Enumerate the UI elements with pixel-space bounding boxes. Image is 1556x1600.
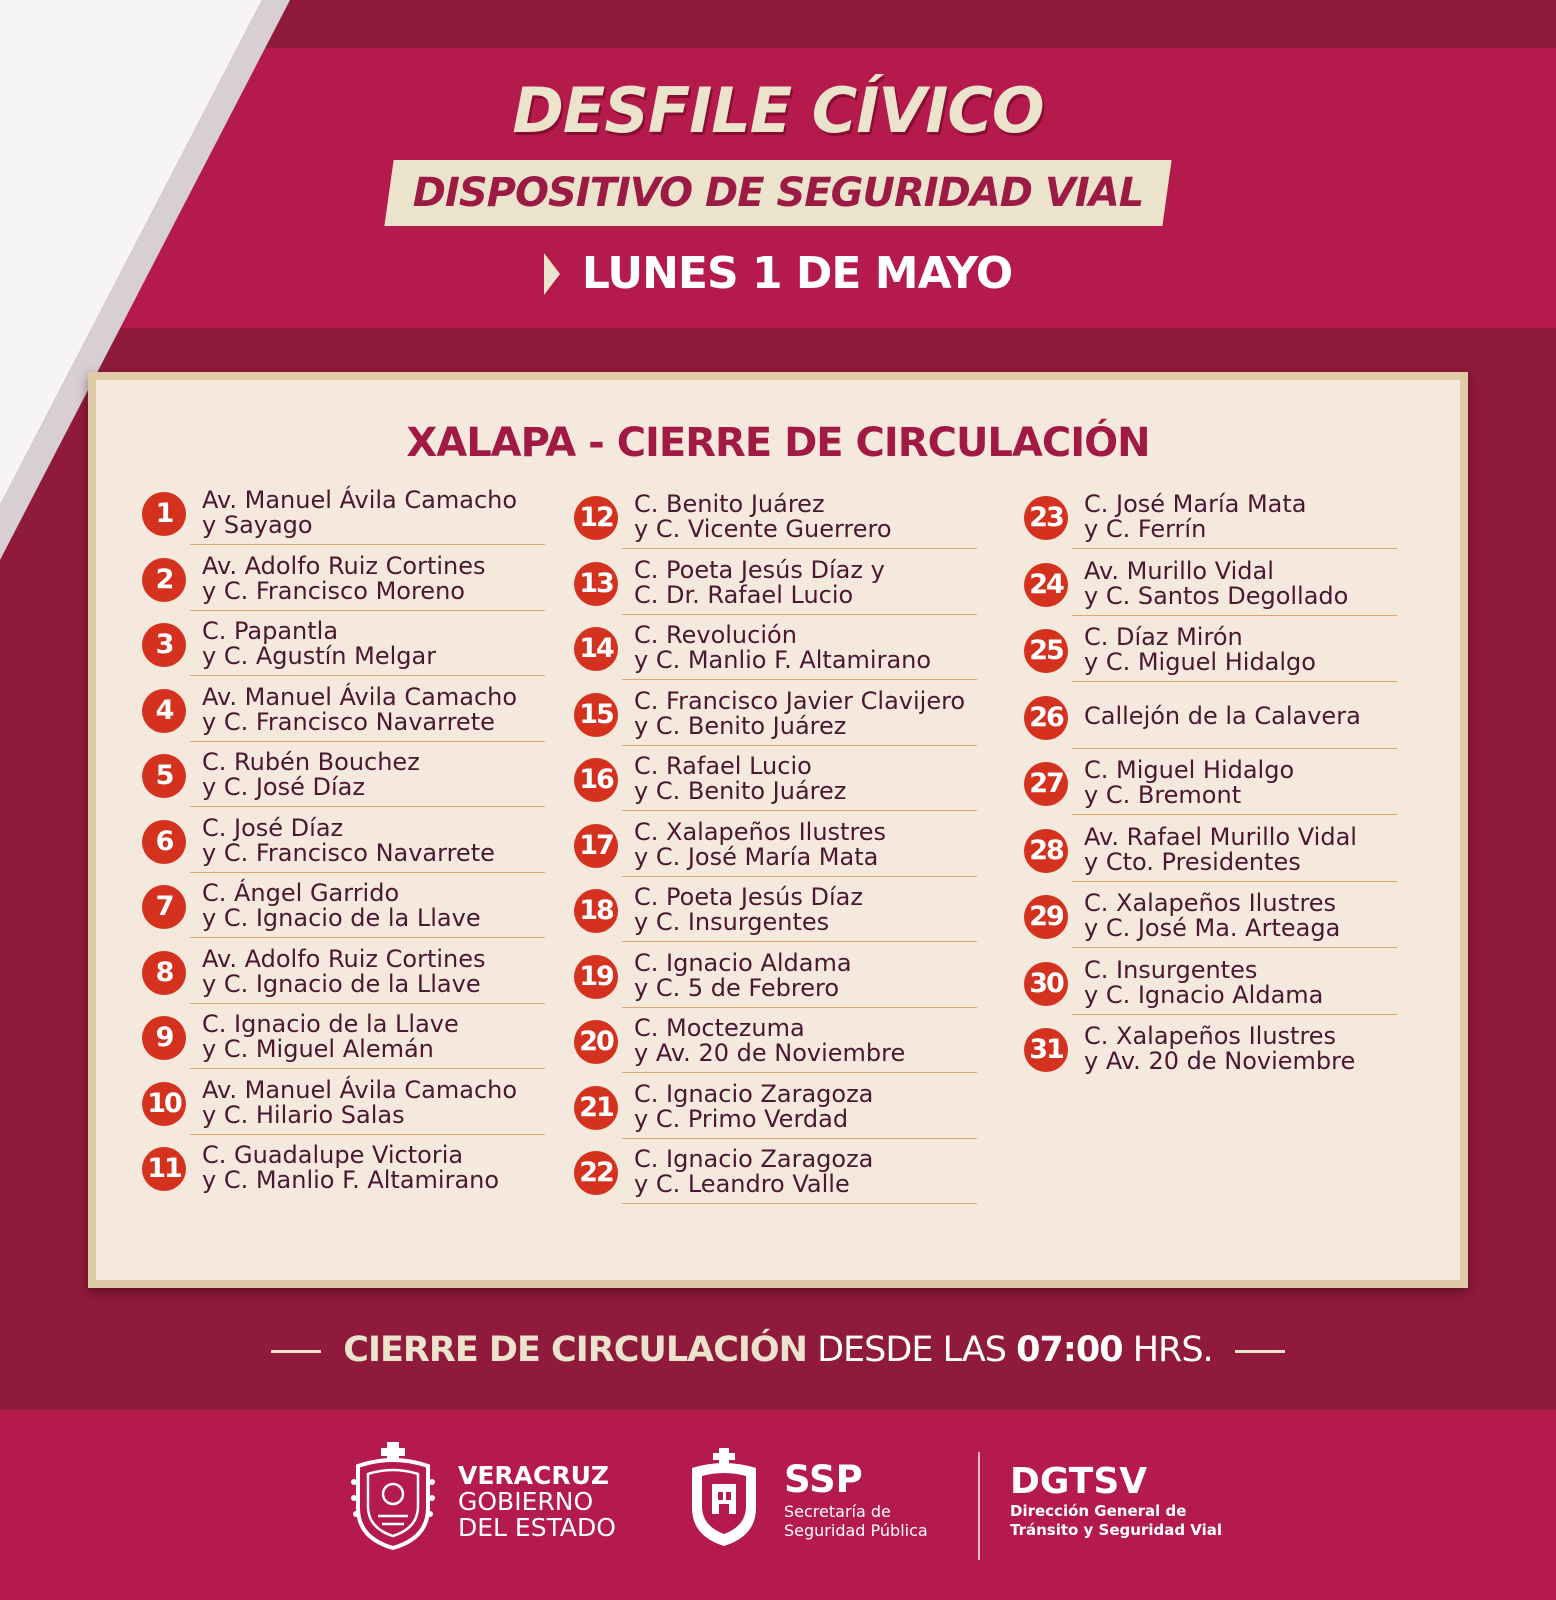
ssp-title: SSP	[784, 1458, 863, 1501]
closure-number-badge: 14	[574, 627, 618, 671]
closure-separator	[1072, 615, 1397, 616]
closure-line1: C. José Díaz	[202, 813, 344, 842]
closure-line2: y C. Ignacio Aldama	[1084, 980, 1324, 1009]
closure-number-badge: 13	[574, 562, 618, 606]
closure-line1: C. Revolución	[634, 621, 797, 649]
closure-line1: C. Ignacio Zaragoza	[634, 1079, 874, 1108]
closure-line2: y C. José María Mata	[634, 842, 879, 871]
closure-separator	[622, 876, 977, 877]
closure-line1: C. Rubén Bouchez	[202, 748, 420, 776]
closure-line2: y C. Miguel Alemán	[202, 1035, 434, 1063]
closure-item	[142, 881, 545, 947]
closure-number-badge: 26	[1024, 696, 1068, 740]
closure-separator	[1072, 681, 1397, 682]
closure-text	[1084, 955, 1324, 1009]
closure-line1: C. Ángel Garrido	[202, 879, 400, 907]
closure-text	[1084, 556, 1349, 610]
dgtsv-line1: Dirección General de	[1010, 1502, 1187, 1520]
closure-number-badge: 5	[142, 754, 186, 798]
closure-item	[574, 948, 977, 1017]
closure-separator	[622, 614, 977, 615]
veracruz-line1: VERACRUZ	[458, 1461, 610, 1490]
closure-separator	[190, 806, 545, 807]
closure-separator	[622, 548, 977, 549]
closure-line2: y C. Ignacio de la Llave	[202, 904, 481, 932]
closure-number-badge: 21	[574, 1086, 618, 1130]
closures-card	[88, 372, 1468, 1288]
closure-item	[142, 488, 545, 554]
event-date: LUNES 1 DE MAYO	[581, 248, 1013, 299]
closure-text	[634, 623, 931, 673]
closure-line1: C. Insurgentes	[1084, 955, 1258, 984]
arrow-right-icon	[544, 253, 560, 295]
closure-separator	[190, 1134, 545, 1135]
closure-text	[202, 813, 495, 867]
closure-item	[142, 619, 545, 685]
closure-item	[574, 686, 977, 755]
closure-item	[1024, 891, 1397, 957]
closure-text	[634, 948, 852, 1002]
closure-separator	[622, 1007, 977, 1008]
closure-number-badge: 4	[142, 689, 186, 733]
closure-item	[574, 1016, 977, 1082]
closure-item	[142, 944, 545, 1013]
closure-line2: y C. Francisco Navarrete	[202, 838, 495, 867]
closure-item	[1024, 822, 1397, 891]
closure-number-badge: 18	[574, 889, 618, 933]
closure-line2: y C. José Díaz	[202, 773, 365, 801]
closure-line2: y C. Vicente Guerrero	[634, 515, 892, 543]
closure-line2: y C. Leandro Valle	[634, 1170, 850, 1198]
closure-number-badge: 3	[142, 623, 186, 667]
veracruz-shield-icon	[350, 1442, 436, 1552]
closure-separator	[622, 1072, 977, 1073]
closure-text	[634, 817, 887, 871]
date-row	[0, 248, 1556, 299]
closure-line1: C. Rafael Lucio	[634, 752, 812, 780]
ssp-line1: Secretaría de	[784, 1502, 891, 1521]
closure-separator	[190, 1003, 545, 1004]
closure-number-badge: 11	[142, 1147, 186, 1191]
closure-item	[1024, 758, 1397, 824]
ssp-shield-icon	[688, 1448, 760, 1548]
closure-text	[202, 1143, 499, 1193]
closure-separator	[622, 941, 977, 942]
closure-number-badge: 16	[574, 758, 618, 802]
closure-text	[202, 1012, 459, 1062]
closure-number-badge: 28	[1024, 829, 1068, 873]
closure-line1: Av. Manuel Ávila Camacho	[202, 486, 518, 514]
closure-item	[1024, 492, 1397, 558]
veracruz-line3: DEL ESTADO	[458, 1513, 616, 1542]
closure-item	[1024, 1024, 1397, 1090]
closure-text	[634, 1016, 905, 1066]
closure-text	[202, 944, 486, 998]
closure-item	[574, 885, 977, 951]
closure-text	[202, 881, 481, 931]
closure-separator	[190, 675, 545, 676]
closure-number-badge: 8	[142, 951, 186, 995]
closure-line1: C. Poeta Jesús Díaz y	[634, 555, 885, 584]
closure-item	[1024, 955, 1397, 1024]
closure-item	[142, 551, 545, 620]
closure-separator	[622, 810, 977, 811]
closure-item	[574, 555, 977, 624]
closure-label: CIERRE DE CIRCULACIÓN	[343, 1330, 807, 1370]
closure-separator	[1072, 881, 1397, 882]
page-title: DESFILE CÍVICO	[512, 74, 1044, 147]
page-subtitle: DISPOSITIVO DE SEGURIDAD VIAL	[412, 170, 1144, 216]
closure-separator	[190, 872, 545, 873]
closure-text	[634, 1079, 874, 1133]
closure-text	[202, 1075, 518, 1129]
closure-item	[574, 754, 977, 820]
closure-line1: Av. Manuel Ávila Camacho	[202, 682, 518, 711]
closure-line1: C. Díaz Mirón	[1084, 623, 1243, 651]
logo-divider	[978, 1452, 980, 1560]
closure-text	[202, 619, 436, 669]
closure-separator	[622, 679, 977, 680]
closure-separator	[622, 745, 977, 746]
closure-line2: y C. Agustín Melgar	[202, 642, 437, 670]
closure-line2: y C. Manlio F. Altamirano	[634, 646, 932, 674]
closure-text	[634, 555, 885, 609]
closure-item	[142, 1143, 545, 1209]
closure-item	[574, 492, 977, 558]
closure-number-badge: 15	[574, 693, 618, 737]
dgtsv-title: DGTSV	[1010, 1461, 1148, 1502]
closure-line1: Av. Rafael Murillo Vidal	[1084, 822, 1357, 851]
closure-line2: y C. José Ma. Arteaga	[1084, 914, 1341, 942]
dgtsv-line2: Tránsito y Seguridad Vial	[1010, 1521, 1223, 1539]
closure-line1: C. Francisco Javier Clavijero	[634, 686, 966, 715]
closure-text	[202, 551, 486, 605]
closure-number-badge: 24	[1024, 563, 1068, 607]
closure-item	[142, 750, 545, 816]
closure-number-badge: 1	[142, 492, 186, 536]
closure-line1: C. Benito Juárez	[634, 490, 825, 518]
closure-line1: C. Xalapeños Ilustres	[1084, 1022, 1337, 1050]
closure-item	[142, 1075, 545, 1144]
closure-text	[1084, 492, 1307, 542]
closure-line1: C. Papantla	[202, 617, 339, 645]
closure-line1: Av. Manuel Ávila Camacho	[202, 1075, 518, 1104]
closure-line1: Av. Murillo Vidal	[1084, 556, 1274, 585]
dash-right	[1235, 1350, 1285, 1353]
closure-line2: y C. 5 de Febrero	[634, 973, 839, 1002]
closure-line1: Callejón de la Calavera	[1084, 701, 1361, 730]
closure-line2: y C. Santos Degollado	[1084, 581, 1349, 610]
closure-number-badge: 10	[142, 1082, 186, 1126]
closure-separator	[190, 937, 545, 938]
closure-separator	[622, 1203, 977, 1204]
closure-line1: Av. Adolfo Ruiz Cortines	[202, 551, 486, 580]
closure-item	[142, 1012, 545, 1078]
closure-text	[634, 885, 863, 935]
closure-line1: Av. Adolfo Ruiz Cortines	[202, 944, 486, 973]
closure-line2: y C. Primo Verdad	[634, 1104, 849, 1133]
closure-item	[574, 817, 977, 886]
closure-line2: y Av. 20 de Noviembre	[634, 1039, 906, 1067]
closure-number-badge: 12	[574, 496, 618, 540]
closure-line1: C. Ignacio Aldama	[634, 948, 852, 977]
closure-text	[1084, 758, 1294, 808]
closure-line1: C. Moctezuma	[634, 1014, 805, 1042]
closure-text	[1084, 822, 1357, 876]
closure-time-note	[0, 1330, 1556, 1370]
closure-separator	[1072, 1014, 1397, 1015]
closure-line1: C. Poeta Jesús Díaz	[634, 883, 863, 911]
closure-number-badge: 7	[142, 885, 186, 929]
closure-text	[634, 686, 966, 740]
closure-line2: y Av. 20 de Noviembre	[1084, 1047, 1356, 1075]
closure-line2: y Sayago	[202, 511, 313, 539]
closure-item	[1024, 625, 1397, 691]
closure-separator	[1072, 548, 1397, 549]
closure-separator	[1072, 748, 1397, 749]
closure-item	[142, 682, 545, 751]
closure-line1: C. Ignacio Zaragoza	[634, 1145, 874, 1173]
closure-text	[1084, 625, 1316, 675]
closure-separator	[190, 544, 545, 545]
closure-number-badge: 6	[142, 820, 186, 864]
closure-text	[1084, 891, 1340, 941]
closure-separator	[1072, 814, 1397, 815]
dash-left	[271, 1350, 321, 1353]
closure-item	[1024, 556, 1397, 625]
closure-number-badge: 17	[574, 824, 618, 868]
closure-text	[202, 682, 518, 736]
closure-number-badge: 19	[574, 955, 618, 999]
closure-text	[1084, 701, 1361, 730]
closure-text	[634, 492, 892, 542]
closure-separator	[622, 1138, 977, 1139]
closure-text	[202, 488, 517, 538]
closure-item	[1024, 692, 1397, 758]
closure-line2: y C. Hilario Salas	[202, 1100, 405, 1129]
closure-number-badge: 29	[1024, 895, 1068, 939]
closure-line2: y C. Ferrín	[1084, 515, 1207, 543]
closure-number-badge: 31	[1024, 1028, 1068, 1072]
closure-number-badge: 20	[574, 1020, 618, 1064]
closure-unit: HRS.	[1122, 1330, 1213, 1370]
closure-text	[634, 754, 846, 804]
closure-item	[574, 1079, 977, 1148]
closure-text	[1084, 1024, 1355, 1074]
closure-text	[202, 750, 420, 800]
closure-number-badge: 25	[1024, 629, 1068, 673]
closure-line2: y C. Miguel Hidalgo	[1084, 648, 1316, 676]
card-title: XALAPA - CIERRE DE CIRCULACIÓN	[406, 420, 1150, 466]
closure-line2: y C. Insurgentes	[634, 908, 830, 936]
closure-line2: y C. Francisco Moreno	[202, 576, 465, 605]
closure-line1: C. Guadalupe Victoria	[202, 1141, 464, 1169]
closure-number-badge: 2	[142, 558, 186, 602]
closure-item	[574, 1147, 977, 1213]
ssp-line2: Seguridad Pública	[784, 1521, 928, 1540]
closure-line1: C. Xalapeños Ilustres	[1084, 889, 1337, 917]
closure-line1: C. Ignacio de la Llave	[202, 1010, 459, 1038]
closure-number-badge: 23	[1024, 496, 1068, 540]
closure-line1: C. Miguel Hidalgo	[1084, 756, 1295, 784]
closure-line2: y C. Benito Juárez	[634, 711, 847, 740]
closure-item	[574, 623, 977, 689]
closure-number-badge: 27	[1024, 762, 1068, 806]
closure-separator	[190, 741, 545, 742]
closure-connector: DESDE LAS	[806, 1330, 1017, 1370]
veracruz-line2: GOBIERNO	[458, 1487, 594, 1516]
closure-separator	[190, 1068, 545, 1069]
closure-line2: y C. Benito Juárez	[634, 777, 847, 805]
closure-number-badge: 22	[574, 1151, 618, 1195]
closure-line2: y C. Manlio F. Altamirano	[202, 1166, 500, 1194]
closure-item	[142, 813, 545, 882]
closure-number-badge: 9	[142, 1016, 186, 1060]
closure-line2: y Cto. Presidentes	[1084, 847, 1301, 876]
closure-separator	[1072, 947, 1397, 948]
closure-separator	[190, 610, 545, 611]
closure-line1: C. José María Mata	[1084, 490, 1307, 518]
closure-line1: C. Xalapeños Ilustres	[634, 817, 887, 846]
closure-line2: y C. Ignacio de la Llave	[202, 969, 481, 998]
closure-text	[634, 1147, 873, 1197]
closure-line2: y C. Francisco Navarrete	[202, 707, 495, 736]
closure-line2: C. Dr. Rafael Lucio	[634, 580, 854, 609]
closure-number-badge: 30	[1024, 962, 1068, 1006]
closure-line2: y C. Bremont	[1084, 781, 1242, 809]
closure-time: 07:00	[1016, 1330, 1123, 1370]
